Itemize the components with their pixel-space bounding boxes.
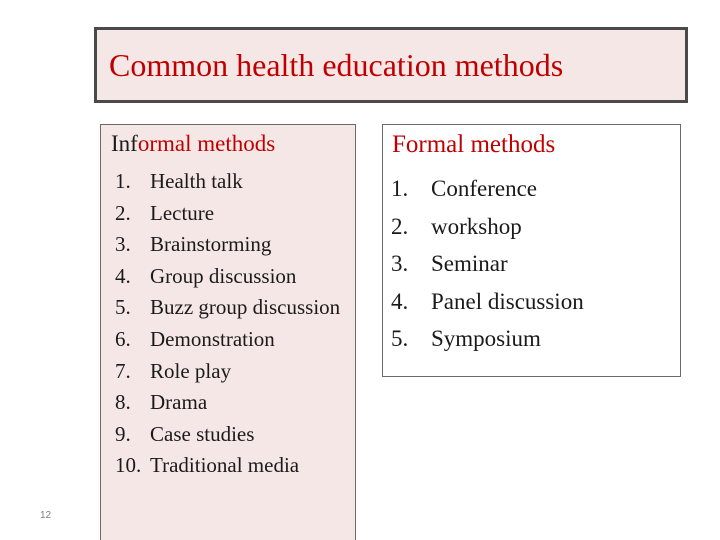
item-text: Drama	[150, 390, 208, 415]
list-item	[115, 356, 353, 388]
item-number: 8.	[115, 390, 131, 415]
list-item	[115, 229, 353, 261]
item-number: 4.	[391, 288, 409, 314]
formal-methods-panel	[382, 124, 681, 377]
item-text: Role play	[150, 358, 232, 383]
item-number: 5.	[391, 326, 409, 351]
list-item	[115, 198, 353, 230]
list-item	[391, 320, 679, 358]
informal-methods-panel	[100, 124, 356, 540]
item-text: Demonstration	[150, 326, 275, 351]
list-item	[391, 208, 679, 246]
item-text: Group discussion	[150, 263, 297, 288]
item-number: 1.	[115, 169, 131, 193]
informal-list	[115, 166, 353, 482]
item-number: 9.	[115, 421, 131, 446]
list-item	[115, 324, 353, 356]
list-item	[115, 292, 353, 324]
formal-heading: Formal methods	[392, 131, 556, 158]
item-number: 3.	[115, 232, 131, 257]
item-text: Seminar	[431, 251, 508, 276]
item-number: 3.	[391, 251, 409, 276]
informal-heading	[111, 131, 275, 157]
informal-heading-prefix: Inf	[111, 131, 138, 156]
list-item	[115, 450, 353, 482]
formal-list	[391, 170, 679, 358]
item-text: Case studies	[150, 421, 255, 446]
title-box	[94, 27, 688, 103]
item-number: 10.	[115, 453, 142, 478]
slide-title: Common health education methods	[109, 46, 564, 83]
item-number: 1.	[391, 176, 409, 201]
slide-number: 12	[40, 510, 52, 521]
item-text: Panel discussion	[431, 288, 584, 314]
item-number: 7.	[115, 358, 131, 383]
item-number: 2.	[115, 200, 131, 225]
item-text: Symposium	[431, 326, 541, 351]
list-item	[391, 283, 679, 321]
item-text: Health talk	[150, 169, 243, 193]
item-number: 4.	[115, 263, 131, 288]
item-text: Conference	[431, 176, 537, 201]
list-item	[391, 245, 679, 283]
item-number: 2.	[391, 213, 409, 239]
item-number: 6.	[115, 326, 131, 351]
item-number: 5.	[115, 295, 131, 320]
list-item	[115, 419, 353, 451]
item-text: workshop	[431, 213, 522, 239]
item-text: Brainstorming	[150, 232, 272, 257]
list-item	[115, 261, 353, 293]
item-text: Lecture	[150, 200, 215, 225]
item-text: Buzz group discussion	[150, 295, 341, 320]
list-item	[115, 387, 353, 419]
informal-heading-rest: ormal methods	[137, 131, 276, 156]
list-item	[115, 166, 353, 198]
item-text: Traditional media	[150, 453, 300, 478]
list-item	[391, 170, 679, 208]
